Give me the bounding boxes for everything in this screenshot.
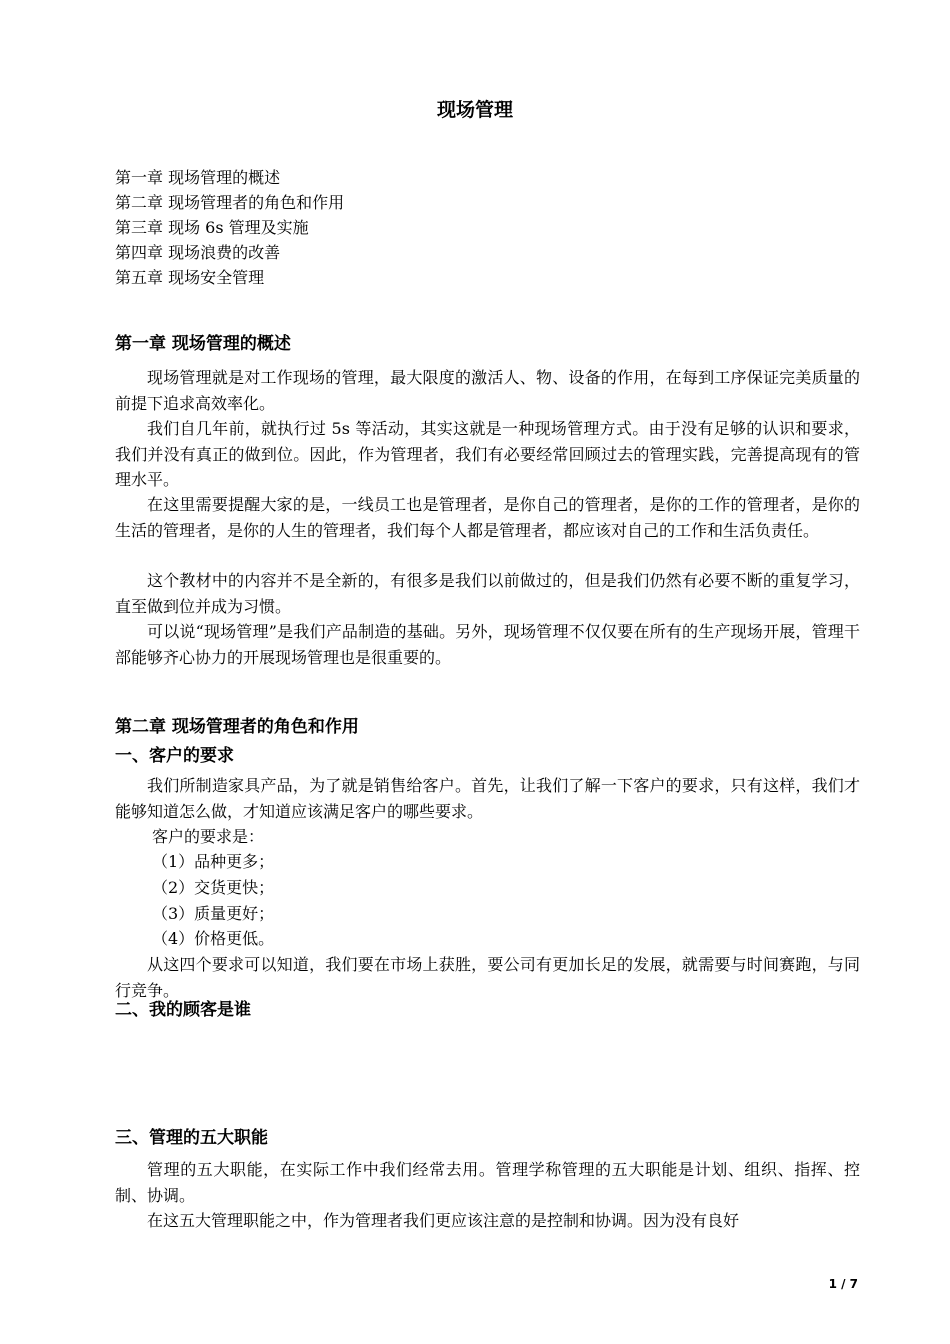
chapter-1-paragraph: 可以说“现场管理”是我们产品制造的基础。另外，现场管理不仅仅要在所有的生产现场开展，管理干部能够齐心协力的开展现场管理也是很重要的。 <box>115 622 860 667</box>
page-number: 1 / 7 <box>828 1277 858 1291</box>
section-1-heading: 一、客户的要求 <box>115 746 234 766</box>
toc-item: 第一章 现场管理的概述 <box>115 168 281 187</box>
toc-item: 第四章 现场浪费的改善 <box>115 243 281 262</box>
document-title: 现场管理 <box>436 99 513 121</box>
section-3-heading: 三、管理的五大职能 <box>115 1128 268 1148</box>
requirement-item: （4）价格更低。 <box>152 929 275 948</box>
section-1-paragraph: 我们所制造家具产品，为了就是销售给客户。首先，让我们了解一下客户的要求，只有这样，我们才能够知道怎么做，才知道应该满足客户的哪些要求。 <box>115 776 860 821</box>
chapter-1-paragraph: 现场管理就是对工作现场的管理，最大限度的激活人、物、设备的作用，在每到工序保证完美质量的前提下追求高效率化。 <box>115 368 860 413</box>
chapter-2-heading: 第二章 现场管理者的角色和作用 <box>115 717 359 737</box>
section-3-paragraph: 在这五大管理职能之中，作为管理者我们更应该注意的是控制和协调。因为没有良好 <box>147 1211 740 1230</box>
chapter-1-paragraph: 我们自几年前，就执行过 5s 等活动，其实这就是一种现场管理方式。由于没有足够的认识和要求，我们并没有真正的做到位。因此，作为管理者，我们有必要经常回顾过去的管理实践，完善提高现有的管理水平。 <box>115 419 860 489</box>
toc-item: 第二章 现场管理者的角色和作用 <box>115 193 345 212</box>
requirement-item: （1）品种更多； <box>152 852 275 871</box>
toc-item: 第五章 现场安全管理 <box>115 268 265 287</box>
section-2-heading: 二、我的顾客是谁 <box>115 1000 251 1020</box>
chapter-1-paragraph: 在这里需要提醒大家的是，一线员工也是管理者，是你自己的管理者，是你的工作的管理者，是你的生活的管理者，是你的人生的管理者，我们每个人都是管理者，都应该对自己的工作和生活负责任。 <box>115 495 860 540</box>
section-1-paragraph: 从这四个要求可以知道，我们要在市场上获胜，要公司有更加长足的发展，就需要与时间赛跑，与同行竞争。 <box>115 955 860 1000</box>
chapter-1-paragraph: 这个教材中的内容并不是全新的，有很多是我们以前做过的，但是我们仍然有必要不断的重复学习，直至做到位并成为习惯。 <box>115 571 860 616</box>
requirement-item: （3）质量更好； <box>152 904 275 923</box>
toc-item: 第三章 现场 6s 管理及实施 <box>115 218 309 237</box>
section-3-paragraph: 管理的五大职能，在实际工作中我们经常去用。管理学称管理的五大职能是计划、组织、指挥、控制、协调。 <box>115 1160 860 1205</box>
table-of-contents <box>115 165 344 290</box>
requirement-item: （2）交货更快； <box>152 878 275 897</box>
chapter-1-heading: 第一章 现场管理的概述 <box>115 334 291 354</box>
section-1-intro: 客户的要求是： <box>152 827 265 846</box>
